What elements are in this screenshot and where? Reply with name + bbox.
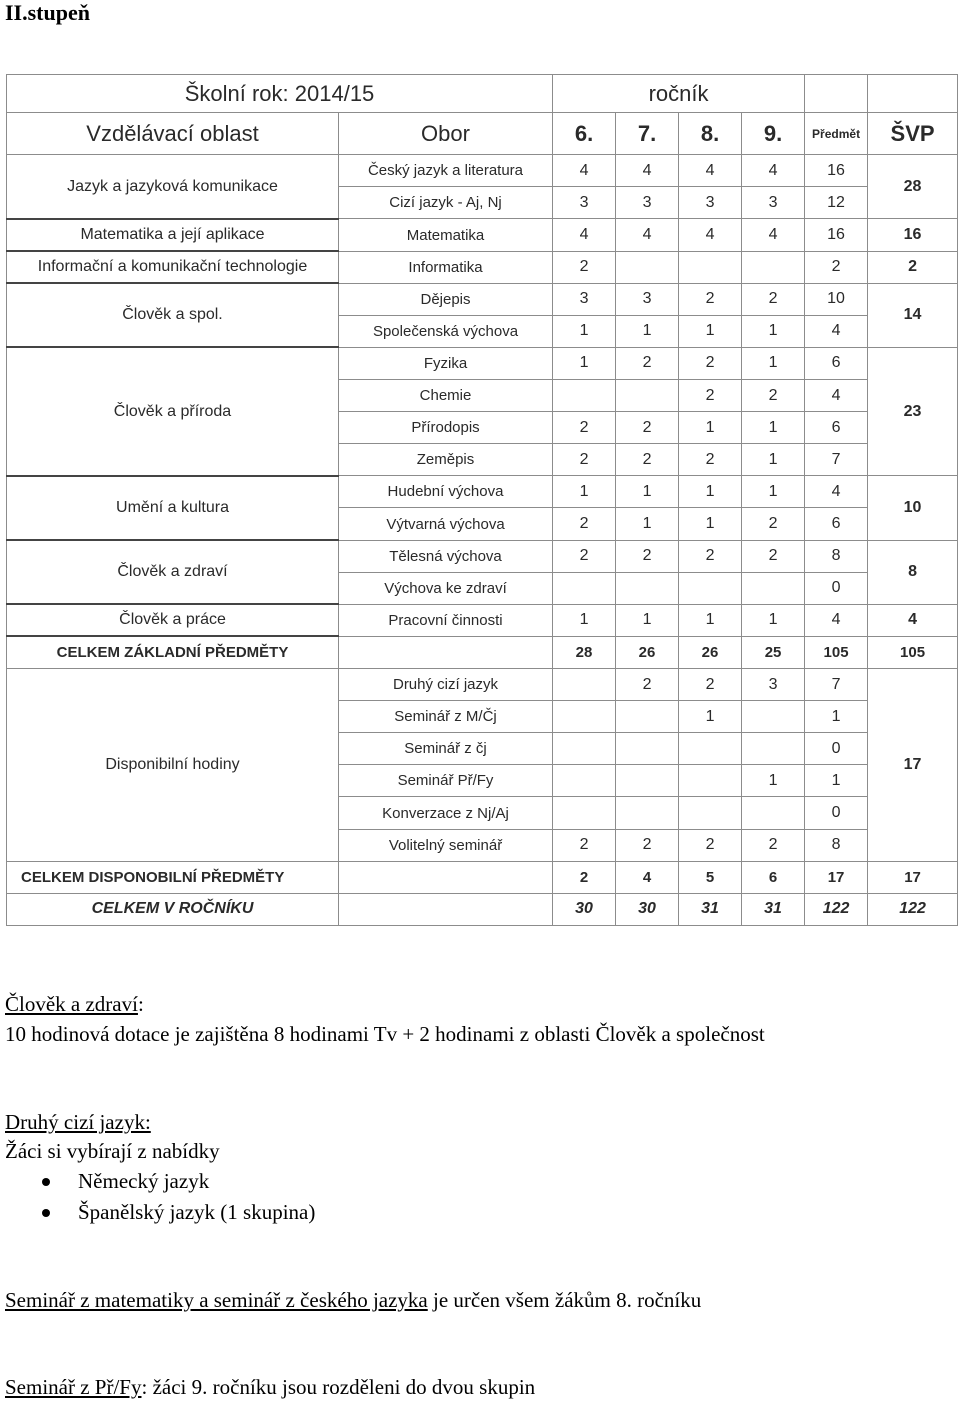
value-cell: 1 [742,765,805,797]
subject-cell: Přírodopis [339,412,553,444]
value-cell [679,733,742,765]
value-cell [616,701,679,733]
empty-cell [339,636,553,668]
predmet-cell: 7 [805,444,868,476]
predmet-cell: 4 [805,476,868,508]
total-grade-predmet: 122 [805,893,868,925]
value-cell: 4 [679,155,742,187]
predmet-cell: 2 [805,251,868,283]
value-cell: 2 [616,412,679,444]
subject-cell: Konverzace z Nj/Aj [339,797,553,829]
table-row [7,669,958,701]
svp-cell: 23 [868,347,958,475]
predmet-cell: 6 [805,412,868,444]
value-cell: 2 [742,829,805,861]
note-language-text: Žáci si vybírají z nabídky [5,1139,220,1163]
total-available-value: 6 [742,861,805,893]
total-basic-value: 25 [742,636,805,668]
predmet-cell: 1 [805,701,868,733]
svp-cell: 4 [868,604,958,636]
total-basic-value: 28 [553,636,616,668]
subject-cell: Seminář z M/Čj [339,701,553,733]
svp-cell: 2 [868,251,958,283]
value-cell: 3 [553,283,616,315]
value-cell [742,733,805,765]
value-cell: 1 [742,347,805,379]
predmet-cell: 6 [805,347,868,379]
value-cell [679,572,742,604]
value-cell: 1 [742,476,805,508]
curriculum-table [6,74,958,926]
predmet-cell: 6 [805,508,868,540]
value-cell [553,765,616,797]
value-cell: 3 [616,283,679,315]
col-subject: Obor [339,113,553,155]
subject-cell: Seminář Př/Fy [339,765,553,797]
col-area: Vzdělávací oblast [7,113,339,155]
area-cell: Informační a komunikační technologie [7,251,339,283]
total-basic-value: 26 [616,636,679,668]
predmet-cell: 0 [805,797,868,829]
value-cell [553,733,616,765]
value-cell: 2 [742,540,805,572]
value-cell: 3 [616,187,679,219]
value-cell [616,733,679,765]
value-cell [553,669,616,701]
value-cell [616,251,679,283]
note-health-title: Člověk a zdraví [5,992,138,1016]
value-cell: 1 [679,604,742,636]
svp-cell: 10 [868,476,958,540]
predmet-cell: 1 [805,765,868,797]
col-grade: 8. [679,113,742,155]
svp-cell: 17 [868,669,958,862]
note-seminar-prfy-title: Seminář z Př/Fy [5,1375,142,1399]
page-heading: II.stupeň [5,0,90,25]
table-row [7,636,958,668]
area-cell: Člověk a práce [7,604,339,636]
table-row [7,893,958,925]
value-cell [742,251,805,283]
value-cell: 1 [616,315,679,347]
col-grade: 6. [553,113,616,155]
empty-cell [339,861,553,893]
value-cell: 2 [679,347,742,379]
subject-cell: Pracovní činnosti [339,604,553,636]
note-seminar-prfy-rest: : žáci 9. ročníku jsou rozděleni do dvou skupin [141,1375,536,1399]
table-row [7,113,958,155]
note-health [5,989,144,1019]
value-cell [679,765,742,797]
value-cell: 1 [679,412,742,444]
total-available-value: 2 [553,861,616,893]
value-cell: 1 [742,315,805,347]
value-cell: 2 [553,829,616,861]
value-cell: 4 [553,219,616,251]
value-cell: 1 [616,508,679,540]
subject-cell: Tělesná výchova [339,540,553,572]
predmet-cell: 16 [805,155,868,187]
school-year: Školní rok: 2014/15 [7,75,553,113]
value-cell: 2 [553,412,616,444]
value-cell: 2 [679,540,742,572]
value-cell: 2 [616,669,679,701]
value-cell [553,572,616,604]
value-cell: 2 [553,444,616,476]
value-cell: 3 [679,187,742,219]
value-cell: 1 [553,476,616,508]
value-cell: 2 [679,669,742,701]
predmet-cell: 0 [805,733,868,765]
total-grade-svp: 122 [868,893,958,925]
value-cell: 4 [742,155,805,187]
area-cell: Matematika a její aplikace [7,219,339,251]
value-cell [679,251,742,283]
predmet-cell: 10 [805,283,868,315]
note-health-text: 10 hodinová dotace je zajištěna 8 hodinami Tv + 2 hodinami z oblasti Člověk a společnost [5,1022,765,1046]
col-grade: 9. [742,113,805,155]
subject-cell: Matematika [339,219,553,251]
value-cell: 2 [553,508,616,540]
value-cell: 1 [679,476,742,508]
predmet-cell: 0 [805,572,868,604]
total-grade-value: 30 [616,893,679,925]
value-cell: 4 [616,219,679,251]
value-cell: 2 [742,380,805,412]
total-available-predmet: 17 [805,861,868,893]
value-cell: 3 [742,669,805,701]
value-cell: 1 [679,315,742,347]
col-grade: 7. [616,113,679,155]
value-cell: 1 [742,412,805,444]
table-row [7,347,958,379]
value-cell [742,701,805,733]
table-row [7,861,958,893]
value-cell [742,572,805,604]
area-cell: Člověk a zdraví [7,540,339,604]
value-cell [616,765,679,797]
note-language-title-text: Druhý cizí jazyk: [5,1110,151,1134]
value-cell: 2 [679,283,742,315]
predmet-cell: 8 [805,829,868,861]
subject-cell: Český jazyk a literatura [339,155,553,187]
svp-cell: 28 [868,155,958,219]
value-cell: 1 [679,508,742,540]
grade-header: ročník [553,75,805,113]
value-cell [616,797,679,829]
value-cell: 4 [616,155,679,187]
value-cell: 2 [616,540,679,572]
subject-cell: Druhý cizí jazyk [339,669,553,701]
note-language-item: Německý jazyk [78,1169,210,1193]
value-cell: 1 [679,701,742,733]
predmet-cell: 4 [805,604,868,636]
area-cell: Disponibilní hodiny [7,669,339,862]
value-cell [679,797,742,829]
note-seminar-subjects: Seminář z matematiky a seminář z českého jazyka [5,1288,428,1312]
value-cell: 1 [616,476,679,508]
note-language-title [5,1107,151,1137]
subject-cell: Výchova ke zdraví [339,572,553,604]
value-cell: 1 [742,604,805,636]
empty-cell [339,893,553,925]
table-row [7,251,958,283]
total-grade-value: 31 [742,893,805,925]
total-available-svp: 17 [868,861,958,893]
svp-cell: 16 [868,219,958,251]
area-cell: Umění a kultura [7,476,339,540]
value-cell: 3 [553,187,616,219]
subject-cell: Chemie [339,380,553,412]
bullet-icon [42,1209,50,1217]
value-cell: 2 [616,829,679,861]
predmet-cell: 16 [805,219,868,251]
total-grade-label: CELKEM V ROČNÍKU [7,893,339,925]
value-cell: 1 [616,604,679,636]
note-seminar [5,1285,701,1315]
bullet-icon [42,1178,50,1186]
total-basic-label: CELKEM ZÁKLADNÍ PŘEDMĚTY [7,636,339,668]
value-cell: 1 [553,604,616,636]
table-row [7,219,958,251]
total-available-label: CELKEM DISPONOBILNÍ PŘEDMĚTY [7,861,339,893]
predmet-cell: 4 [805,315,868,347]
value-cell: 1 [553,347,616,379]
subject-cell: Volitelný seminář [339,829,553,861]
value-cell: 2 [553,540,616,572]
value-cell [616,572,679,604]
value-cell: 2 [679,829,742,861]
subject-cell: Výtvarná výchova [339,508,553,540]
value-cell: 4 [553,155,616,187]
total-basic-predmet: 105 [805,636,868,668]
empty-cell [868,75,958,113]
value-cell: 4 [679,219,742,251]
note-seminar-rest: je určen všem žákům 8. ročníku [427,1288,702,1312]
value-cell: 2 [616,347,679,379]
subject-cell: Seminář z čj [339,733,553,765]
subject-cell: Fyzika [339,347,553,379]
table-row [7,283,958,315]
svp-cell: 8 [868,540,958,604]
value-cell: 1 [742,444,805,476]
table-row [7,155,958,187]
subject-cell: Informatika [339,251,553,283]
note-seminar-prfy [5,1372,535,1402]
value-cell: 1 [553,315,616,347]
subject-cell: Zeměpis [339,444,553,476]
value-cell: 3 [742,187,805,219]
predmet-cell: 7 [805,669,868,701]
value-cell: 2 [679,380,742,412]
empty-cell [805,75,868,113]
subject-cell: Dějepis [339,283,553,315]
predmet-cell: 8 [805,540,868,572]
value-cell: 4 [742,219,805,251]
subject-cell: Cizí jazyk - Aj, Nj [339,187,553,219]
table-row [7,604,958,636]
value-cell [553,701,616,733]
table-row [7,540,958,572]
subject-cell: Společenská výchova [339,315,553,347]
total-grade-value: 30 [553,893,616,925]
svp-cell: 14 [868,283,958,347]
area-cell: Člověk a spol. [7,283,339,347]
total-basic-value: 26 [679,636,742,668]
predmet-cell: 4 [805,380,868,412]
area-cell: Jazyk a jazyková komunikace [7,155,339,219]
col-svp: ŠVP [868,113,958,155]
subject-cell: Hudební výchova [339,476,553,508]
value-cell [742,797,805,829]
value-cell: 2 [616,444,679,476]
area-cell: Člověk a příroda [7,347,339,475]
value-cell: 2 [553,251,616,283]
col-predmet: Předmět [805,113,868,155]
total-available-value: 5 [679,861,742,893]
value-cell [553,797,616,829]
note-health-colon: : [137,992,144,1016]
value-cell: 2 [742,508,805,540]
value-cell: 2 [742,283,805,315]
note-language-item: Španělský jazyk (1 skupina) [78,1200,316,1224]
value-cell [553,380,616,412]
table-row [7,75,958,113]
table-row [7,476,958,508]
value-cell [616,380,679,412]
total-basic-svp: 105 [868,636,958,668]
total-available-value: 4 [616,861,679,893]
value-cell: 2 [679,444,742,476]
total-grade-value: 31 [679,893,742,925]
predmet-cell: 12 [805,187,868,219]
